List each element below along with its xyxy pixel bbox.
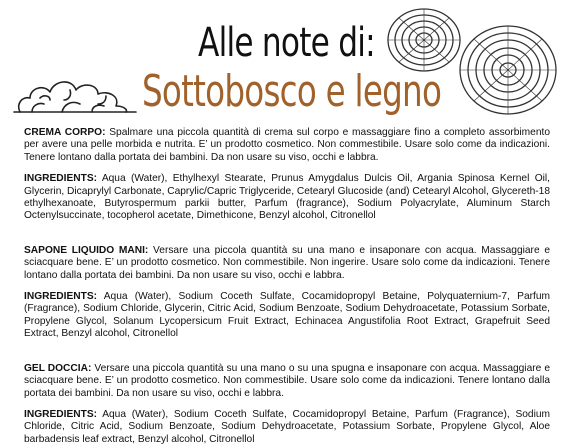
usage-text: Versare una piccola quantità su una mano e insaponare con acqua. Massaggiare e sciacquare bene. E’ un prodotto cosmetico. Non commestibile. Non ingerire. Usare solo come da indicazioni. Tenere lontano dalla portata dei bambini. Da non usare su viso, occhi e labbra. <box>24 244 550 281</box>
ingredients-label: INGREDIENTS: <box>24 291 98 303</box>
header <box>0 0 572 125</box>
sapone-usage <box>24 245 550 282</box>
sapone-ingredients <box>24 291 550 341</box>
usage-text: Spalmare una piccola quantità di crema sul corpo e massaggiare fino a completo assorbimento per avere una pelle morbida e nutrita. E’ un prodotto cosmetico. Non commestibile. Usare solo come da indicazioni. Tenere lontano dalla portata dei bambini. Da non usare su viso, occhi e labbra. <box>24 127 550 163</box>
usage-label: CREMA CORPO: <box>24 127 106 138</box>
crema-corpo-usage <box>24 127 550 164</box>
ingredients-label: INGREDIENTS: <box>24 173 98 185</box>
crema-corpo-ingredients <box>24 173 550 223</box>
title-line2: Sottobosco e legno <box>142 66 442 117</box>
usage-label: GEL DOCCIA: <box>24 362 92 374</box>
ingredients-label: INGREDIENTS: <box>24 408 98 420</box>
ingredients-text: Aqua (Water), Ethylhexyl Stearate, Prunus Amygdalus Dulcis Oil, Argania Spinosa Kernel Oil, Glycerin, Dicaprylyl Carbonate, Caprylic/Capric Triglyceride, Cetearyl Glucoside (and) Cetearyl Alcohol, Glycereth-18 ethylhexanoate, Butyrospermum parkii butter, Parfum (fragrance), Sodium Polyacrylate, Aluminum Starch Octenylsuccinate, tocopherol acetate, Dimethicone, Benzyl alcohol, Citronellol <box>24 173 550 222</box>
wood-log-icon <box>382 4 562 124</box>
ingredients-text: Aqua (Water), Sodium Coceth Sulfate, Cocamidopropyl Betaine, Polyquaternium-7, Parfum (Fragrance), Sodium Chloride, Glycerin, Citric Acid, Sodium Benzoate, Sodium Dehydroacetate, Potassium Sorbate, Propylene Glycol, Solanum Lycopersicum Fruit Extract, Echinacea Angustifolia Root Extract, Grapefruit Seed Extract, Benzyl alcohol, Citronellol <box>24 291 550 340</box>
label-content <box>24 127 550 446</box>
ingredients-text: Aqua (Water), Sodium Coceth Sulfate, Cocamidopropyl Betaine, Parfum (Fragrance), Sodium Chloride, Citric Acid, Sodium Benzoate, Sodium Dehydroacetate, Potassium Sorbate, Propylene Glycol, Aloe barbadensis leaf extract, Benzyl alcohol, Citronellol <box>24 408 550 445</box>
usage-text: Versare una piccola quantità su una mano o su una spugna e insaponare con acqua. Massaggiare e sciacquare bene. E’ un prodotto cosmetico. Non commestibile. Usare solo come da indicazioni. Tenere lontano dalla portata dei bambini. Da non usare su viso, occhi e labbra. <box>24 362 550 399</box>
gel-doccia-usage <box>24 363 550 400</box>
gel-doccia-ingredients <box>24 409 550 446</box>
title-line1: Alle note di: <box>198 20 375 66</box>
bush-icon <box>10 66 140 116</box>
usage-label: SAPONE LIQUIDO MANI: <box>24 244 149 256</box>
